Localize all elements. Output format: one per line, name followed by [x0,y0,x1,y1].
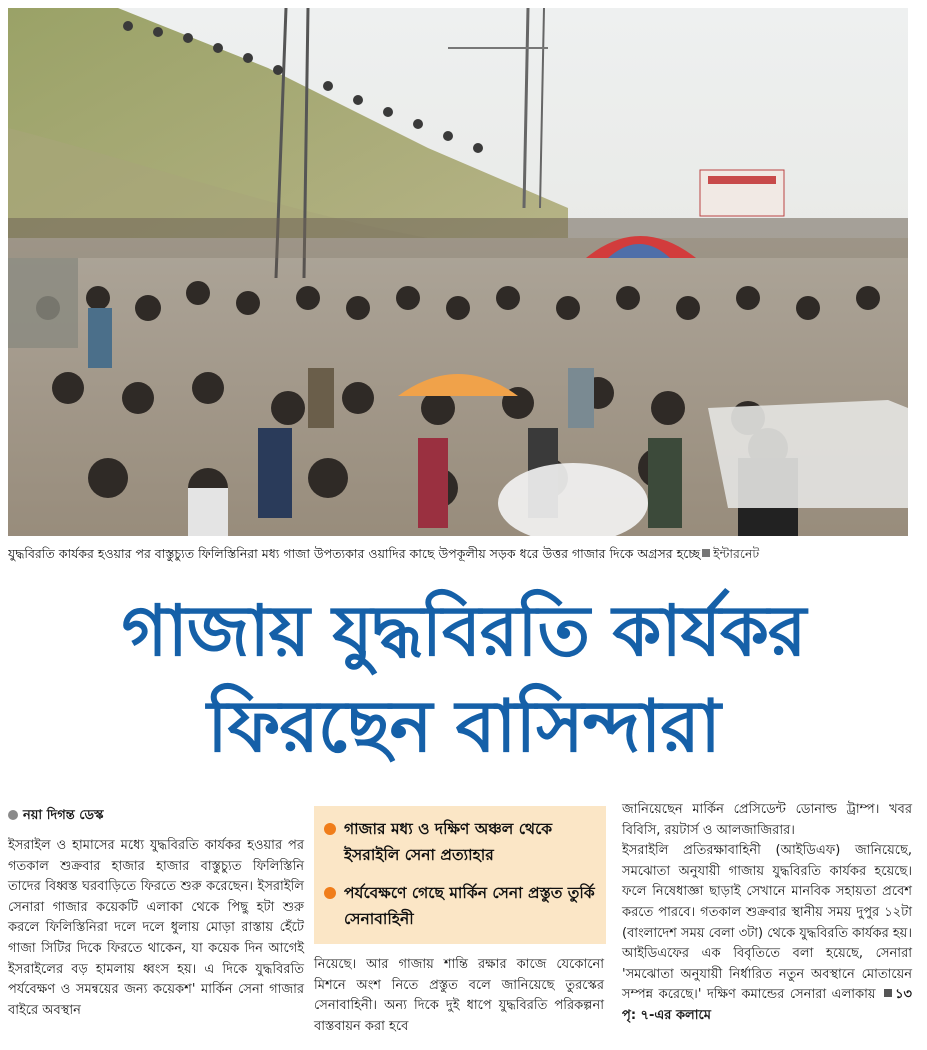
headline-line-2: ফিরছেন বাসিন্দারা [207,684,720,768]
article-text: ইসরাইলি প্রতিরক্ষাবাহিনী (আইডিএফ) জানিয়েছে, সমঝোতা অনুযায়ী গাজায় যুদ্ধবিরতি কার্যকর হয়েছে। ফলে নিষেধাজ্ঞা ছাড়াই সেখানে মানবিক সহায়তা প্রবেশ করতে পারবে। গতকাল শুক্রবার স্থানীয় সময় দুপুর ১২টা (বাংলাদেশ সময় বেলা ৩টা) থেকে যুদ্ধবিরতি কার্যকর হয়। আইডিএফের এক বিবৃতিতে বলা হয়েছে, সেনারা 'সমঝোতা অনুযায়ী নির্ধারিত নতুন অবস্থানে মোতায়েন সম্পন্ন করেছে।' দক্ষিণ কমান্ডের সেনারা এলাকায় [622,843,912,1003]
highlight-item [322,880,598,932]
byline-text: নয়া দিগন্ত ডেস্ক [23,808,104,823]
dot-bullet-icon [8,810,18,820]
photo-caption [8,545,918,563]
photo-credit: ইন্টারনেট [713,546,760,561]
square-bullet-icon [884,989,892,997]
article-column-3 [622,800,912,1027]
highlight-item [322,816,598,868]
highlight-box [314,806,606,944]
highlight-text: গাজার মধ্য ও দক্ষিণ অঞ্চল থেকে ইসরাইলি সেনা প্রত্যাহার [344,820,553,864]
headline-line-1: গাজায় যুদ্ধবিরতি কার্যকর [121,590,806,672]
square-bullet-icon [702,549,710,557]
article-paragraph: ইসরাইল ও হামাসের মধ্যে যুদ্ধবিরতি কার্যকর হওয়ার পর গতকাল শুক্রবার হাজার হাজার বাস্তুচ্যুত ফিলিস্তিনি তাদের বিধ্বস্ত ঘরবাড়িতে ফিরতে শুরু করেছেন। ইসরাইলি সেনারা গাজার কয়েকটি এলাকা থেকে পিছু হটা শুরু করলে ফিলিস্তিনিরা দলে দলে ধুলায় মোড়া রাস্তায় হেঁটে গাজা সিটির দিকে ফিরতে থাকেন, যা কয়েক দিন আগেই ইসরাইলের বড় হামলায় ধ্বংস হয়। এ দিকে যুদ্ধবিরতি পর্যবেক্ষণ ও সমন্বয়ের জন্য কয়েকশ' মার্কিন সেনা গাজার বাইরে অবস্থান [8,838,304,1018]
article-paragraph [622,841,912,1026]
byline [8,806,103,827]
article-column-1 [8,836,304,1021]
news-photo [8,8,908,536]
highlight-text: পর্যবেক্ষণে গেছে মার্কিন সেনা প্রস্তুত তুর্কি সেনাবাহিনী [344,884,595,928]
caption-text: যুদ্ধবিরতি কার্যকর হওয়ার পর বাস্তুচ্যুত ফিলিস্তিনিরা মধ্য গাজা উপত্যকার ওয়াদির কাছে উপকূলীয় সড়ক ধরে উত্তর গাজার দিকে অগ্রসর হচ্ছে [8,546,701,561]
article-column-2 [314,955,604,1037]
orange-bullet-icon [324,823,336,835]
continuation-text: ১৩ পৃ: ৭-এর কলামে [622,987,912,1023]
article-paragraph: জানিয়েছেন মার্কিন প্রেসিডেন্ট ডোনাল্ড ট্রাম্প। খবর বিবিসি, রয়টার্স ও আলজাজিরার। [622,802,912,838]
orange-bullet-icon [324,887,336,899]
article-paragraph: নিয়েছে। আর গাজায় শান্তি রক্ষার কাজে যেকোনো মিশনে অংশ নিতে প্রস্তুত বলে জানিয়েছে তুরস্কের সেনাবাহিনী। অন্য দিকে দুই ধাপে যুদ্ধবিরতি পরিকল্পনা বাস্তবায়ন করা হবে [314,957,604,1034]
crowd-photo-icon [8,8,908,536]
